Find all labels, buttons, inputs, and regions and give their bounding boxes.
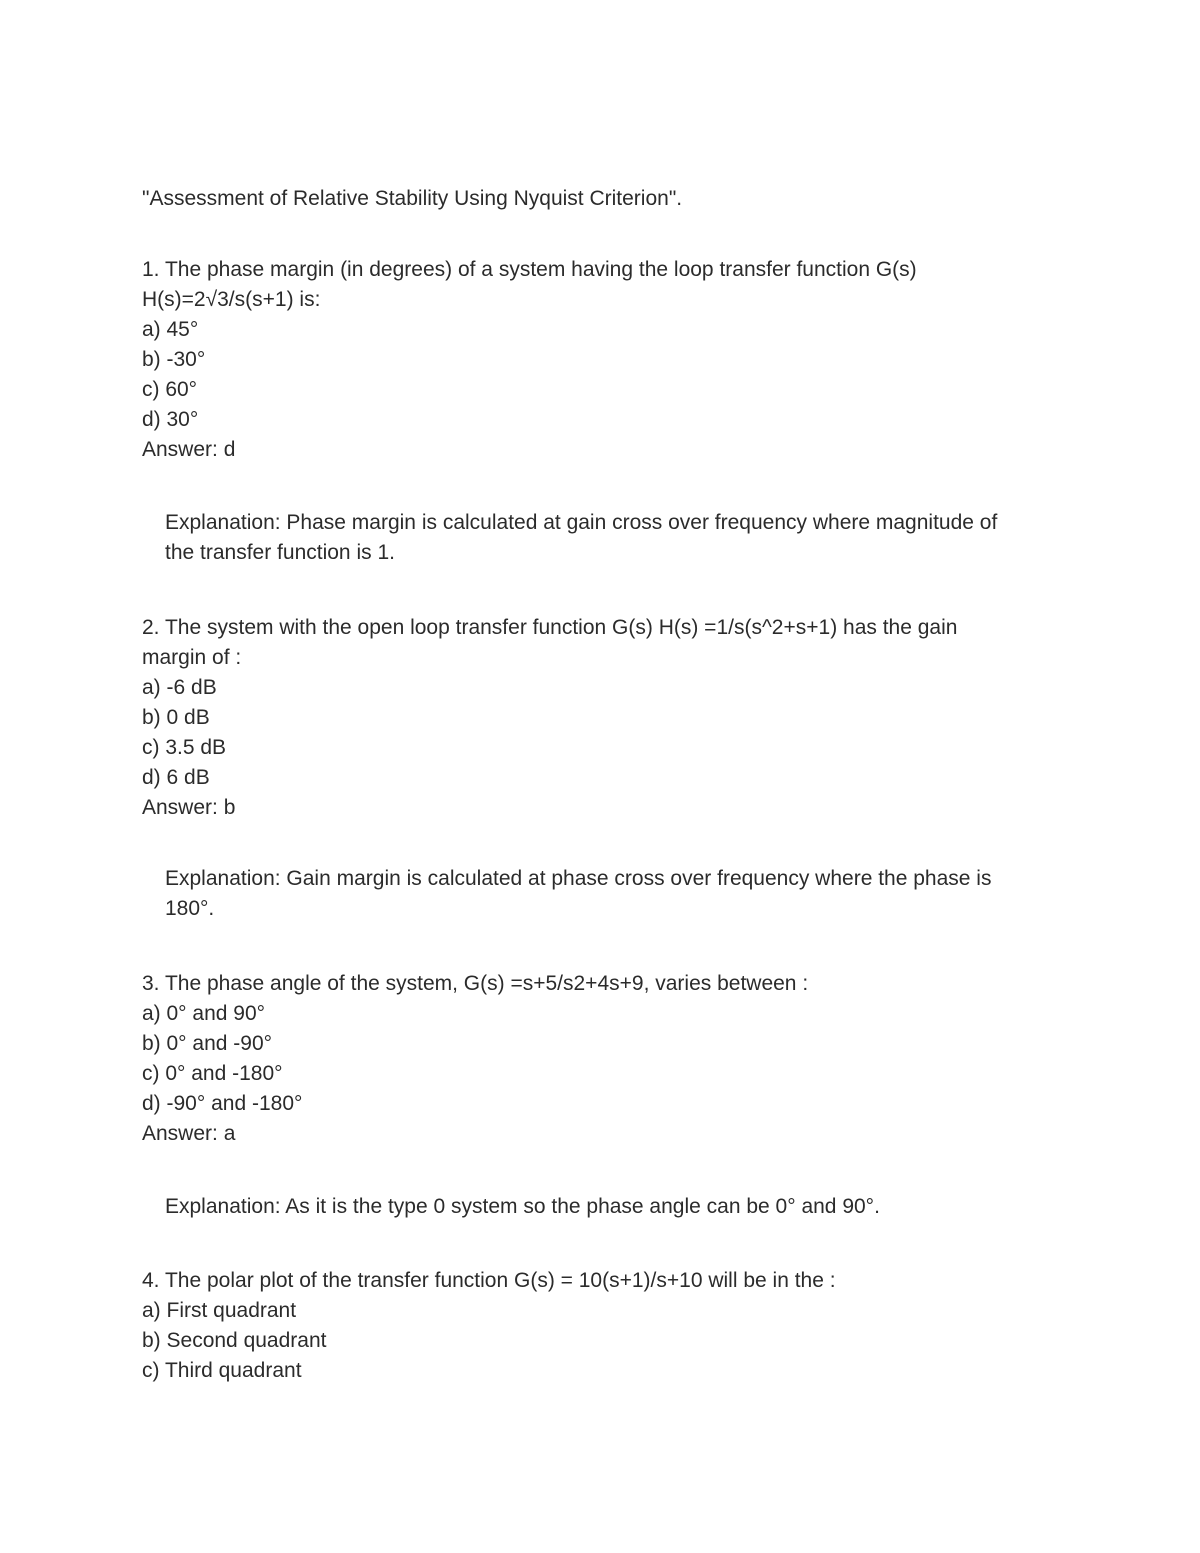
question-stem-line: margin of : xyxy=(142,646,242,669)
option-b: b) Second quadrant xyxy=(142,1329,327,1352)
option-a: a) -6 dB xyxy=(142,676,217,699)
option-a: a) 0° and 90° xyxy=(142,1002,266,1025)
explanation-2 xyxy=(165,864,1065,924)
question-stem-line: 2. The system with the open loop transfer function G(s) H(s) =1/s(s^2+s+1) has the gain xyxy=(142,616,958,639)
question-2 xyxy=(142,613,1072,823)
option-a: a) First quadrant xyxy=(142,1299,297,1322)
option-c: c) Third quadrant xyxy=(142,1359,302,1382)
option-b: b) 0 dB xyxy=(142,706,210,729)
answer: Answer: d xyxy=(142,438,236,461)
option-d: d) 6 dB xyxy=(142,766,210,789)
option-c: c) 0° and -180° xyxy=(142,1062,283,1085)
document-title: "Assessment of Relative Stability Using Nyquist Criterion". xyxy=(142,187,683,210)
option-c: c) 60° xyxy=(142,378,198,401)
question-4 xyxy=(142,1266,1072,1386)
explanation-3 xyxy=(165,1192,1065,1222)
explanation-line: the transfer function is 1. xyxy=(165,541,395,564)
option-b: b) 0° and -90° xyxy=(142,1032,273,1055)
question-stem-line: 1. The phase margin (in degrees) of a system having the loop transfer function G(s) xyxy=(142,258,917,281)
explanation-1 xyxy=(165,508,1065,568)
option-d: d) 30° xyxy=(142,408,199,431)
option-d: d) -90° and -180° xyxy=(142,1092,303,1115)
option-c: c) 3.5 dB xyxy=(142,736,227,759)
explanation-line: 180°. xyxy=(165,897,215,920)
question-3 xyxy=(142,969,1072,1149)
question-stem-line: H(s)=2√3/s(s+1) is: xyxy=(142,288,321,311)
answer: Answer: a xyxy=(142,1122,236,1145)
explanation-line: Explanation: Phase margin is calculated at gain cross over frequency where magnitude of xyxy=(165,511,998,534)
explanation-line: Explanation: Gain margin is calculated at phase cross over frequency where the phase is xyxy=(165,867,992,890)
option-a: a) 45° xyxy=(142,318,199,341)
question-1 xyxy=(142,255,1072,465)
option-b: b) -30° xyxy=(142,348,206,371)
question-stem-line: 4. The polar plot of the transfer function G(s) = 10(s+1)/s+10 will be in the : xyxy=(142,1269,836,1292)
answer: Answer: b xyxy=(142,796,236,819)
question-stem-line: 3. The phase angle of the system, G(s) =s+5/s2+4s+9, varies between : xyxy=(142,972,809,995)
explanation-line: Explanation: As it is the type 0 system so the phase angle can be 0° and 90°. xyxy=(165,1195,880,1218)
